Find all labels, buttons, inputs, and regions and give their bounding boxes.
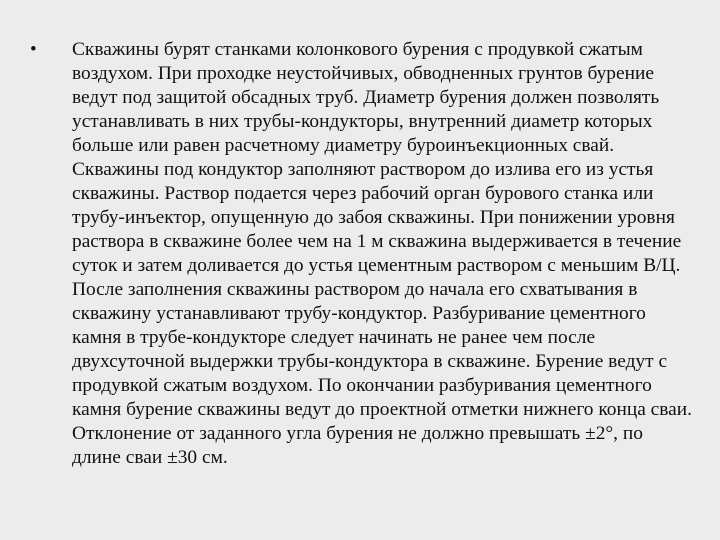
bullet-list <box>22 38 694 470</box>
bullet-item <box>22 38 694 470</box>
paragraph-text: Скважины бурят станками колонкового бурения с продувкой сжатым воздухом. При проходке неустойчивых, обводненных грунтов бурение ведут под защитой обсадных труб. Диаметр бурения должен позволять устанавливать в них трубы-кондукторы, внутренний диаметр которых больше или равен расчетному диаметру буроинъекционных свай. Скважины под кондуктор заполняют раствором до излива его из устья скважины. Раствор подается через рабочий орган бурового станка или трубу-инъектор, опущенную до забоя скважины. При понижении уровня раствора в скважине более чем на 1 м скважина выдерживается в течение суток и затем доливается до устья цементным раствором с меньшим В/Ц. После заполнения скважины раствором до начала его схватывания в скважину устанавливают трубу-кондуктор. Разбуривание цементного камня в трубе-кондукторе следует начинать не ранее чем после двухсуточной выдержки трубы-кондуктора в скважине. Бурение ведут с продувкой сжатым воздухом. По окончании разбуривания цементного камня бурение скважины ведут до проектной отметки нижнего конца сваи. Отклонение от заданного угла бурения не должно превышать ±2°, по длине сваи ±30 см. <box>72 39 693 468</box>
bullet-icon: • <box>30 39 37 60</box>
